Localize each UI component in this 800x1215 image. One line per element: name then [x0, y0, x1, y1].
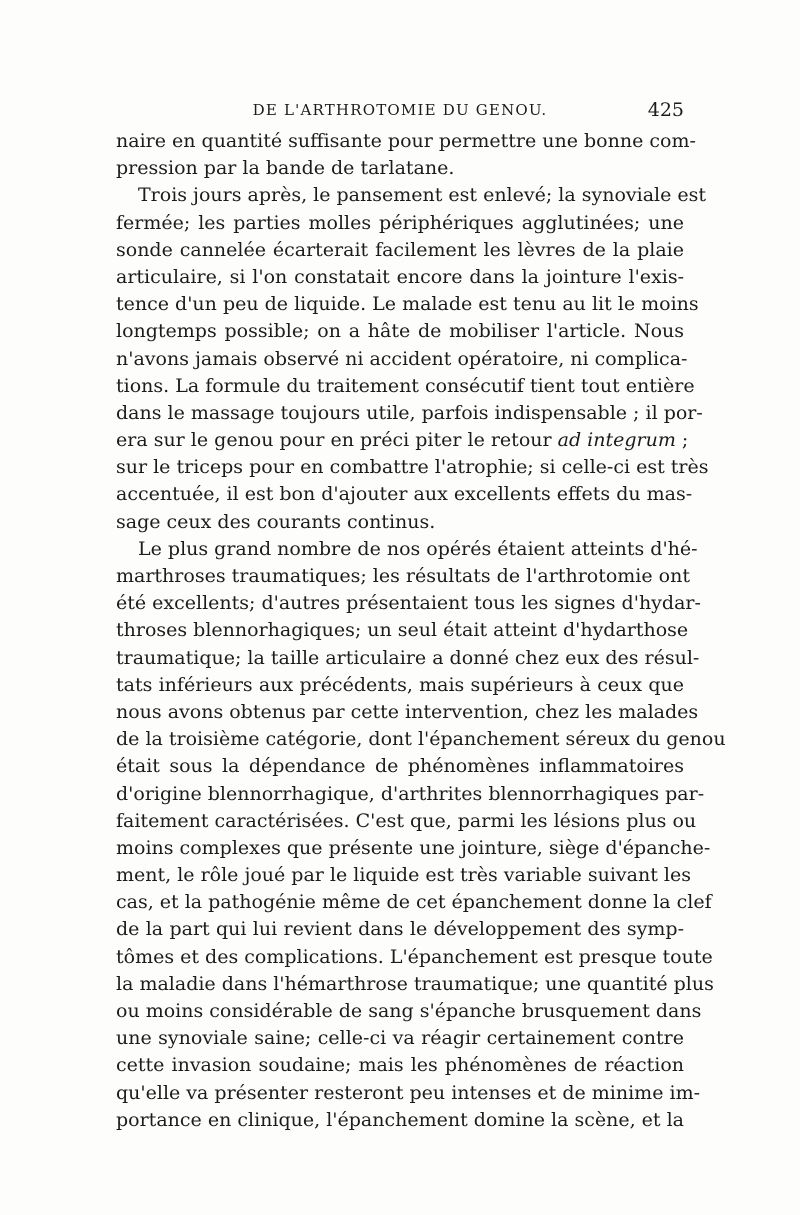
running-title: DE L'ARTHROTOMIE DU GENOU.	[252, 101, 548, 119]
text-line: naire en quantité suffisante pour permettre une bonne com-	[116, 130, 696, 152]
running-head	[116, 96, 684, 124]
text-line: ment, le rôle joué par le liquide est très variable suivant les	[116, 864, 691, 887]
text-line: cas, et la pathogénie même de cet épanchement donne la clef	[116, 891, 712, 914]
text-line: marthroses traumatiques; les résultats de l'arthrotomie ont	[116, 565, 690, 587]
text-line: accentuée, il est bon d'ajouter aux excellents effets du mas-	[116, 483, 693, 506]
text-line: de la troisième catégorie, dont l'épanchement séreux du genou	[116, 728, 726, 751]
text-line: était sous la dépendance de phénomènes inflammatoires	[116, 755, 684, 778]
text-line: tence d'un peu de liquide. Le malade est tenu au lit le moins	[116, 293, 699, 316]
italic-phrase: ad integrum	[557, 429, 676, 452]
text-line: fermée; les parties molles périphériques agglutinées; une	[116, 211, 684, 234]
text-line: dans le massage toujours utile, parfois indispensable ; il por-	[116, 401, 703, 424]
text-line: throses blennorhagiques; un seul était atteint d'hydarthose	[116, 619, 689, 642]
text-line: faitement caractérisées. C'est que, parmi les lésions plus ou	[116, 809, 697, 832]
text-line: de la part qui lui revient dans le développement des symp-	[116, 918, 684, 941]
text-line: d'origine blennorrhagique, d'arthrites blennorrhagiques par-	[116, 782, 705, 805]
text-line: sur le triceps pour en combattre l'atrophie; si celle-ci est très	[116, 456, 709, 479]
text-run: era sur le genou pour en préci piter le retour	[116, 429, 558, 452]
text-line: moins complexes que présente une jointure, siège d'épanche-	[116, 836, 711, 859]
page-number: 425	[647, 99, 684, 121]
text-line: n'avons jamais observé ni accident opératoire, ni complica-	[116, 347, 688, 370]
text-line: pression par la bande de tarlatane.	[116, 157, 455, 180]
text-line: tats inférieurs aux précédents, mais supérieurs à ceux que	[116, 673, 684, 696]
text-run: ;	[675, 429, 689, 452]
text-line: tômes et des complications. L'épanchement est presque toute	[116, 945, 713, 968]
text-line: longtemps possible; on a hâte de mobiliser l'article. Nous	[116, 320, 684, 343]
text-line: la maladie dans l'hémarthrose traumatique; une quantité plus	[116, 972, 714, 995]
text-line: qu'elle va présenter resteront peu intenses et de minime im-	[116, 1081, 700, 1104]
text-line: Trois jours après, le pansement est enlevé; la synoviale est	[138, 184, 707, 207]
text-line: traumatique; la taille articulaire a donné chez eux des résul-	[116, 646, 700, 669]
text-line-with-italic	[116, 427, 689, 454]
text-line: été excellents; d'autres présentaient tous les signes d'hydar-	[116, 592, 701, 615]
text-line: articulaire, si l'on constatait encore dans la jointure l'exis-	[116, 265, 684, 288]
text-line: sage ceux des courants continus.	[116, 510, 436, 533]
text-line: sonde cannelée écarterait facilement les lèvres de la plaie	[116, 238, 684, 261]
text-line: tions. La formule du traitement consécutif tient tout entière	[116, 374, 695, 397]
text-line: cette invasion soudaine; mais les phénomènes de réaction	[116, 1054, 684, 1077]
text-line: Le plus grand nombre de nos opérés étaient atteints d'hé-	[138, 537, 698, 560]
text-line: ou moins considérable de sang s'épanche brusquement dans	[116, 1000, 702, 1022]
text-line: portance en clinique, l'épanchement domine la scène, et la	[116, 1108, 684, 1131]
text-line: une synoviale saine; celle-ci va réagir certainement contre	[116, 1027, 684, 1050]
text-line: nous avons obtenus par cette intervention, chez les malades	[116, 700, 699, 723]
body-text	[116, 128, 726, 1134]
